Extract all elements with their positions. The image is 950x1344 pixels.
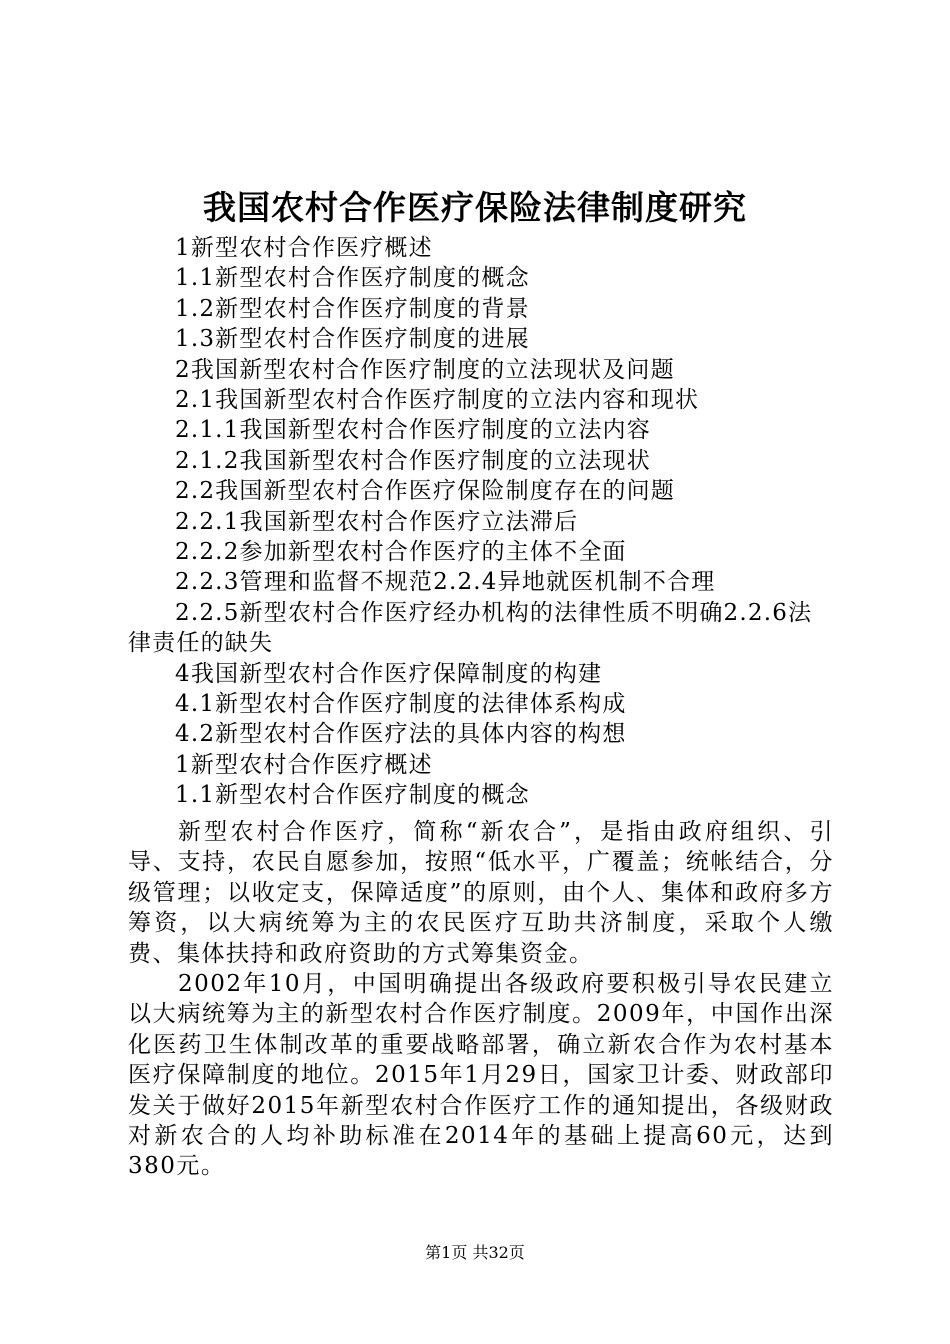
toc-item: 1.3新型农村合作医疗制度的进展 [175, 326, 530, 353]
toc-item: 2我国新型农村合作医疗制度的立法现状及问题 [175, 356, 675, 383]
toc-item: 2.2.3管理和监督不规范2.2.4异地就医机制不合理 [175, 569, 716, 596]
toc-item: 4.1新型农村合作医疗制度的法律体系构成 [175, 690, 627, 717]
toc-item: 2.2.2参加新型农村合作医疗的主体不全面 [175, 538, 627, 565]
toc-item: 2.1.2我国新型农村合作医疗制度的立法现状 [175, 447, 651, 474]
toc-item: 2.1我国新型农村合作医疗制度的立法内容和现状 [175, 386, 700, 413]
page-footer: 第1页 共32页 [425, 1243, 525, 1262]
toc-item: 1新型农村合作医疗概述 [175, 751, 433, 778]
toc-item: 2.2.1我国新型农村合作医疗立法滞后 [175, 508, 579, 535]
body-paragraph: 新型农村合作医疗，简称“新农合”，是指由政府组织、引导、支持，农民自愿参加，按照“低水平，广覆盖；统帐结合，分级管理；以收定支，保障适度”的原则，由个人、集体和政府多方筹资，以大病统筹为主的农民医疗互助共济制度，采取个人缴费、集体扶持和政府资助的方式筹集资金。 [128, 819, 834, 967]
toc-item: 4.2新型农村合作医疗法的具体内容的构想 [175, 721, 627, 748]
toc-item: 1新型农村合作医疗概述 [175, 235, 433, 261]
toc-item: 1.1新型农村合作医疗制度的概念 [175, 265, 530, 292]
body-paragraph: 2002年10月，中国明确提出各级政府要积极引导农民建立以大病统筹为主的新型农村合作医疗制度。2009年，中国作出深化医药卫生体制改革的重要战略部署，确立新农合作为农村基本医疗保障制度的地位。2015年1月29日，国家卫计委、财政部印发关于做好2015年新型农村合作医疗工作的通知提出，各级财政对新农合的人均补助标准在2014年的基础上提高60元，达到380元。 [128, 971, 834, 1180]
toc-item: 1.1新型农村合作医疗制度的概念 [175, 782, 530, 809]
toc-item: 2.2.5新型农村合作医疗经办机构的法律性质不明确2.2.6法律责任的缺失 [128, 599, 813, 657]
document-title: 我国农村合作医疗保险法律制度研究 [203, 188, 747, 227]
document-body [128, 817, 834, 1182]
toc-item: 2.1.1我国新型农村合作医疗制度的立法内容 [175, 417, 651, 444]
toc-item: 2.2我国新型农村合作医疗保险制度存在的问题 [175, 478, 675, 505]
toc-item: 4我国新型农村合作医疗保障制度的构建 [175, 660, 603, 687]
table-of-contents [128, 233, 834, 810]
toc-item: 1.2新型农村合作医疗制度的背景 [175, 295, 530, 322]
